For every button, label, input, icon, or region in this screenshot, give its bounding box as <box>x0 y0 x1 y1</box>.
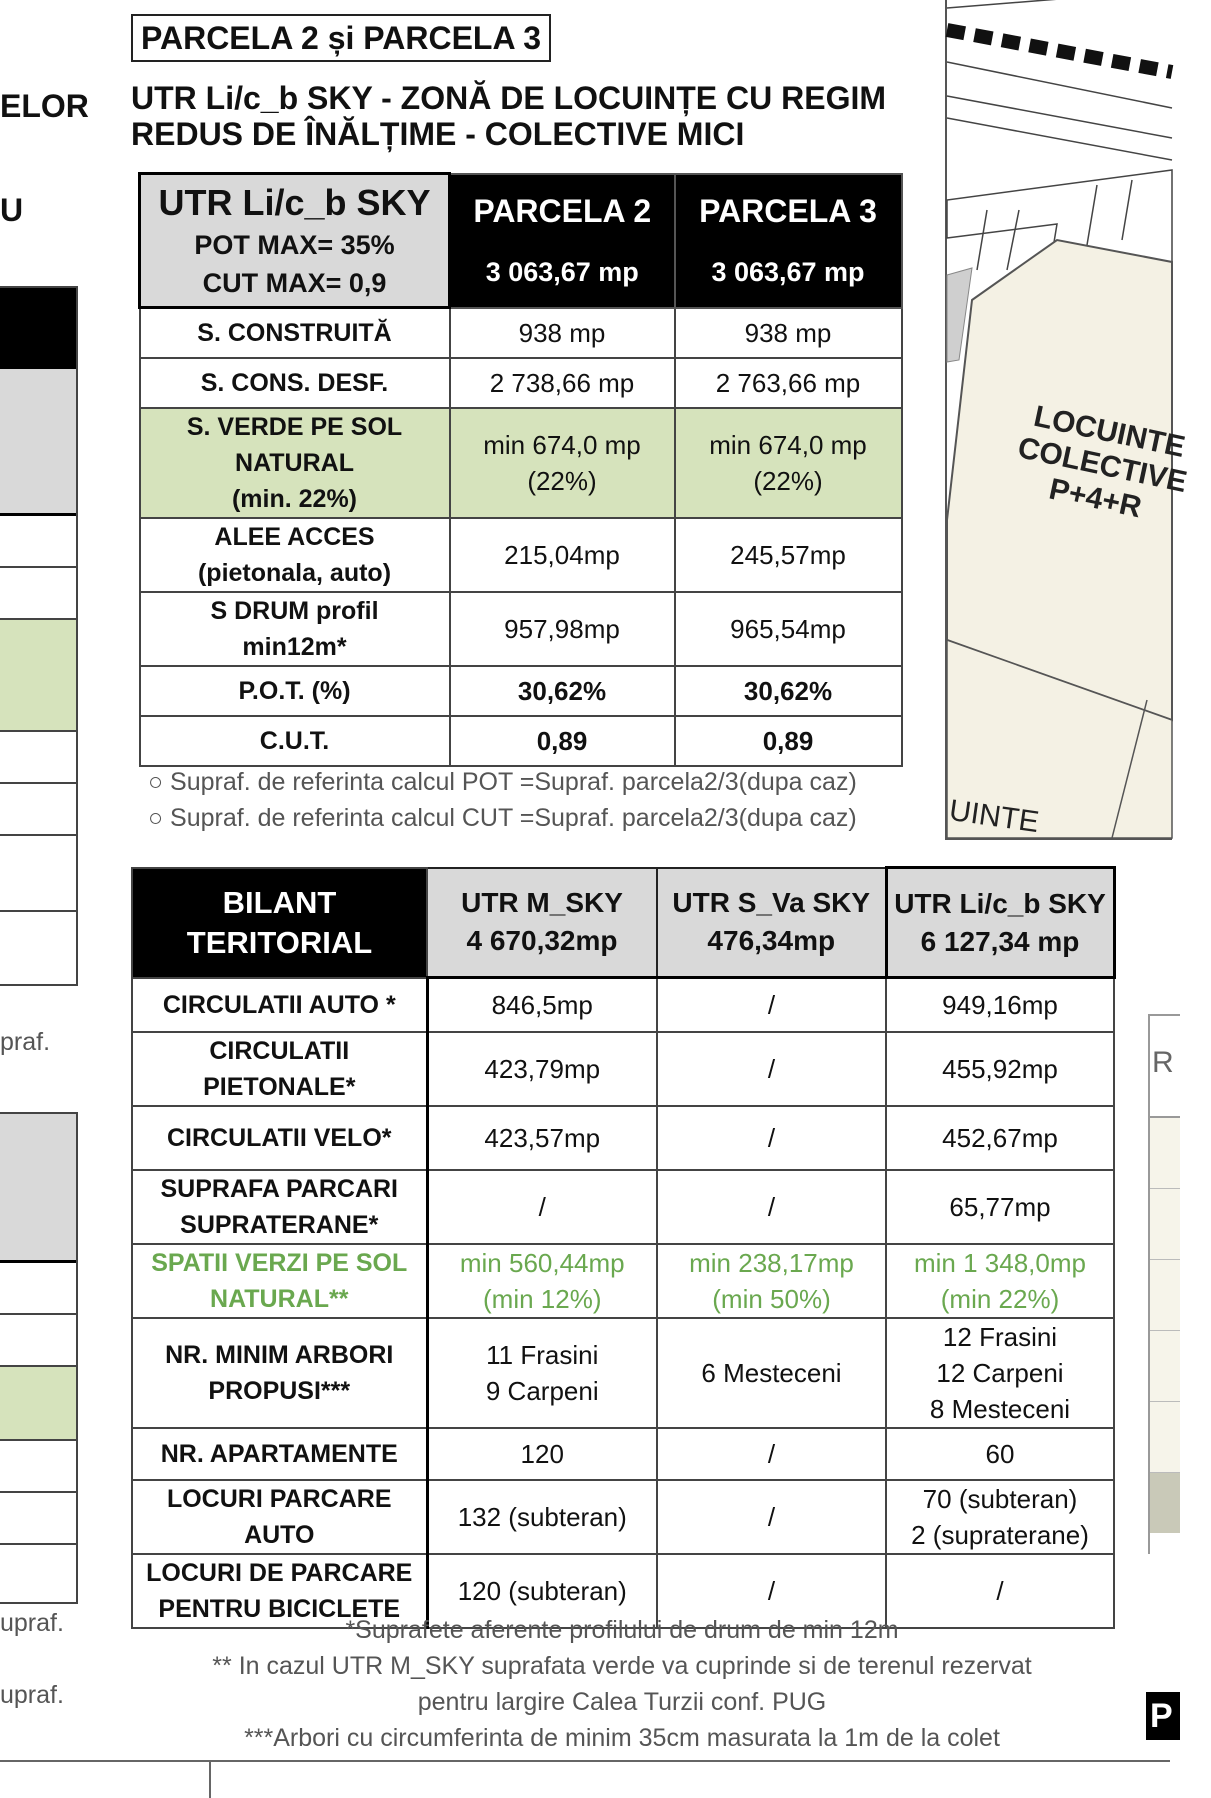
table-row <box>140 592 902 666</box>
table1-row-label: ALEE ACCES (pietonala, auto) <box>140 518 450 592</box>
table2-footnotes <box>131 1612 1113 1756</box>
left-note-2: upraf. <box>0 1609 64 1637</box>
page-bottom-rule <box>0 1760 1170 1762</box>
table2-cell: / <box>657 978 886 1032</box>
table2-cell: / <box>657 1554 886 1628</box>
table2-row-label: SPATII VERZI PE SOL NATURAL** <box>132 1244 427 1318</box>
left-table-fragment-2 <box>0 1112 78 1604</box>
table2-cell: min 1 348,0mp (min 22%) <box>886 1244 1114 1318</box>
table2-cell: 132 (subteran) <box>427 1480 657 1554</box>
left-note-3: upraf. <box>0 1681 64 1709</box>
table2-row-label: CIRCULATII VELO* <box>132 1106 427 1170</box>
table1-cell: 0,89 <box>675 716 902 766</box>
table2-row-label: LOCURI PARCARE AUTO <box>132 1480 427 1554</box>
left-table-fragment-1 <box>0 286 78 986</box>
footnote-3: pentru largire Calea Turzii conf. PUG <box>417 1688 827 1716</box>
table2-cell: / <box>657 1428 886 1480</box>
table1-row-label: S. CONSTRUITĂ <box>140 308 450 358</box>
site-plan-label: LOCUINTE COLECTIVE P+4+R <box>1014 399 1190 525</box>
table1-row-label: S. VERDE PE SOL NATURAL (min. 22%) <box>140 408 450 518</box>
table2-cell: / <box>657 1106 886 1170</box>
table2-cell: 120 (subteran) <box>427 1554 657 1628</box>
table1-row-label: P.O.T. (%) <box>140 666 450 716</box>
table1-cell: 938 mp <box>675 308 902 358</box>
table2-cell: 455,92mp <box>886 1032 1114 1106</box>
right-fragment-letter: R <box>1152 1046 1174 1079</box>
table2-cell: min 560,44mp (min 12%) <box>427 1244 657 1318</box>
table2-cell: 423,57mp <box>427 1106 657 1170</box>
left-heading-fragment: ELOR <box>0 88 89 124</box>
table-row <box>140 518 902 592</box>
table1-utr-cell <box>140 174 450 308</box>
left-fragment <box>0 0 89 1798</box>
table1-row-label: S DRUM profil min12m* <box>140 592 450 666</box>
table2-cell: 12 Frasini 12 Carpeni 8 Mesteceni <box>886 1318 1114 1428</box>
table-row <box>140 716 902 766</box>
left-note-1: praf. <box>0 1028 51 1056</box>
table-row <box>140 358 902 408</box>
table2-cell: 949,16mp <box>886 978 1114 1032</box>
table2-cell: / <box>657 1170 886 1244</box>
table-row <box>132 1318 1114 1428</box>
table-row <box>132 1032 1114 1106</box>
table2-cell: / <box>657 1480 886 1554</box>
section-heading <box>131 80 886 152</box>
table1-parcel2-area: 3 063,67 mp <box>485 256 639 287</box>
table2-row-label: LOCURI DE PARCARE PENTRU BICICLETE <box>132 1554 427 1628</box>
page-bottom-tick <box>209 1760 211 1798</box>
site-plan-fragment <box>945 0 1190 840</box>
parcel-indicators-table <box>138 172 903 767</box>
table1-parcel3-area: 3 063,67 mp <box>711 256 865 287</box>
table-row <box>140 408 902 518</box>
table-row <box>132 978 1114 1032</box>
table2-title-cell: BILANT TERITORIAL <box>132 868 427 978</box>
table1-header-row <box>140 174 902 308</box>
table1-note-pot: ○ Supraf. de referinta calcul POT =Supraf. parcela2/3(dupa caz) <box>148 768 857 796</box>
table2-row-label: NR. MINIM ARBORI PROPUSI*** <box>132 1318 427 1428</box>
territorial-balance-table <box>131 866 1116 1629</box>
table1-cell: 957,98mp <box>450 592 675 666</box>
table2-cell: / <box>886 1554 1114 1628</box>
table1-parcel2-header <box>450 174 675 308</box>
left-heading-fragment-2: U <box>0 192 24 228</box>
table1-cell: 2 738,66 mp <box>450 358 675 408</box>
table2-cell: min 238,17mp (min 50%) <box>657 1244 886 1318</box>
table1-row-label: S. CONS. DESF. <box>140 358 450 408</box>
table2-cell: / <box>427 1170 657 1244</box>
table1-cell: 965,54mp <box>675 592 902 666</box>
table2-cell: 60 <box>886 1428 1114 1480</box>
table1-note-cut: ○ Supraf. de referinta calcul CUT =Supraf. parcela2/3(dupa caz) <box>148 804 857 832</box>
parcel-title-box: PARCELA 2 și PARCELA 3 <box>131 14 551 62</box>
table1-cut-max: CUT MAX= 0,9 <box>202 267 387 298</box>
table1-row-label: C.U.T. <box>140 716 450 766</box>
table2-header-row <box>132 868 1114 978</box>
table-row <box>132 1428 1114 1480</box>
table2-utr-s-header: UTR S_Va SKY 476,34mp <box>657 868 886 978</box>
table1-cell: 215,04mp <box>450 518 675 592</box>
table-row <box>140 308 902 358</box>
corner-badge <box>1146 1692 1180 1740</box>
site-plan-label-bottom: UINTE <box>947 793 1041 840</box>
table2-row-label: CIRCULATII PIETONALE* <box>132 1032 427 1106</box>
table2-cell: / <box>657 1032 886 1106</box>
table1-cell: 30,62% <box>675 666 902 716</box>
table1-utr-title: UTR Li/c_b SKY <box>158 181 431 223</box>
table2-cell: 452,67mp <box>886 1106 1114 1170</box>
table-row <box>132 1170 1114 1244</box>
table1-cell: min 674,0 mp (22%) <box>675 408 902 518</box>
table-row <box>140 666 902 716</box>
table2-cell: 11 Frasini 9 Carpeni <box>427 1318 657 1428</box>
table2-cell: 65,77mp <box>886 1170 1114 1244</box>
table1-cell: 245,57mp <box>675 518 902 592</box>
table2-row-label: NR. APARTAMENTE <box>132 1428 427 1480</box>
corner-badge-letter: P <box>1150 1697 1173 1735</box>
table1-parcel2-title: PARCELA 2 <box>473 192 652 229</box>
section-heading-line-1: UTR Li/c_b SKY - ZONĂ DE LOCUINȚE CU REGIM <box>131 80 886 116</box>
table1-cell: 0,89 <box>450 716 675 766</box>
table1-pot-max: POT MAX= 35% <box>194 229 395 260</box>
footnote-4: ***Arbori cu circumferinta de minim 35cm masurata la 1m de la colet <box>244 1724 1000 1752</box>
table1-cell: 30,62% <box>450 666 675 716</box>
table1-parcel3-header <box>675 174 902 308</box>
table-row <box>132 1244 1114 1318</box>
table-row <box>132 1480 1114 1554</box>
table-row <box>132 1106 1114 1170</box>
table2-cell: 120 <box>427 1428 657 1480</box>
footnote-1: *Suprafete aferente profilului de drum de min 12m <box>345 1616 899 1644</box>
table2-row-label: CIRCULATII AUTO * <box>132 978 427 1032</box>
table1-cell: 938 mp <box>450 308 675 358</box>
right-table-fragment <box>1148 1014 1180 1554</box>
table2-cell: 70 (subteran) 2 (supraterane) <box>886 1480 1114 1554</box>
footnote-2: ** In cazul UTR M_SKY suprafata verde va cuprinde si de terenul rezervat <box>212 1652 1032 1680</box>
table2-cell: 6 Mesteceni <box>657 1318 886 1428</box>
table2-cell: 423,79mp <box>427 1032 657 1106</box>
table2-utr-li-header: UTR Li/c_b SKY 6 127,34 mp <box>886 868 1114 978</box>
table1-cell: 2 763,66 mp <box>675 358 902 408</box>
section-heading-line-2: REDUS DE ÎNĂLȚIME - COLECTIVE MICI <box>131 116 745 152</box>
table1-cell: min 674,0 mp (22%) <box>450 408 675 518</box>
table2-row-label: SUPRAFA PARCARI SUPRATERANE* <box>132 1170 427 1244</box>
table1-parcel3-title: PARCELA 3 <box>699 192 877 229</box>
table2-cell: 846,5mp <box>427 978 657 1032</box>
table2-utr-m-header: UTR M_SKY 4 670,32mp <box>427 868 657 978</box>
